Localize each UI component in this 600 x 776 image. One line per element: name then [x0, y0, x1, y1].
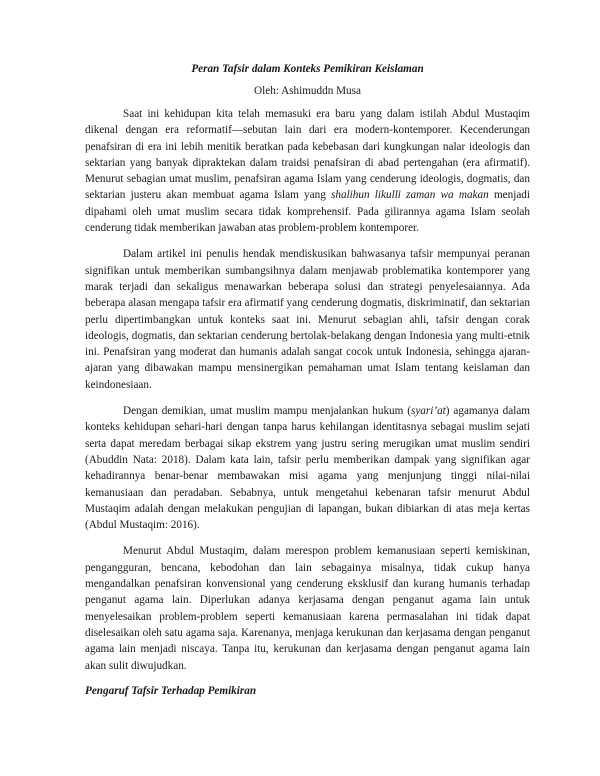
paragraph-4	[85, 543, 530, 673]
paragraph-3	[85, 403, 530, 533]
paragraph-2	[85, 246, 530, 393]
paragraph-text: Saat ini kehidupan kita telah memasuki era baru yang dalam istilah Abdul Mustaqim dikenal dengan era reformatif—sebutan lain dari era modern-kontemporer. Kecenderungan penafsiran di era ini lebih menitik beratkan pada kebebasan dari kungkungan nalar ideologis dan sektarian yang banyak dipraktekan dalam traidsi penafsiran di abad pertengahan (era afirmatif). Menurut sebagian umat muslim, penafsiran agama Islam yang cenderung ideologis, dogmatis, dan sektarian justeru akan membuat agama Islam yang	[85, 108, 530, 202]
author-line: Oleh: Ashimuddn Musa	[254, 85, 361, 97]
paragraph-text: Dengan demikian, umat muslim mampu menjalankan hukum (	[123, 405, 411, 418]
paragraph-text: Menurut Abdul Mustaqim, dalam merespon problem kemanusiaan seperti kemiskinan, pengangguran, bencana, kebodohan dan lain sebagainya misalnya, tidak cukup hanya mengandalkan penafsiran konvensional yang cenderung eksklusif dan kurang humanis terhadap penganut agama lain. Diperlukan adanya kerjasama dengan penganut agama lain untuk menyelesaikan problem-problem seperti kemanusiaan karena permasalahan ini tidak dapat diselesaikan oleh satu agama saja. Karenanya, menjaga kerukunan dan kerjasama dengan penganut agama lain menjadi niscaya. Tanpa itu, kerukunan dan kerjasama dengan penganut agama lain akan sulit diwujudkan.	[85, 545, 530, 672]
italic-phrase: syari’at	[410, 405, 446, 418]
italic-phrase: shalihun likulli zaman wa makan	[331, 189, 489, 202]
document-title: Peran Tafsir dalam Konteks Pemikiran Keislaman	[191, 63, 424, 75]
section-heading: Pengaruf Tafsir Terhadap Pemikiran	[85, 684, 257, 697]
paragraph-text: menjadi dipahami oleh umat muslim secara tidak komprehensif. Pada gilirannya agama Islam seolah cenderung tidak memberikan jawaban atas problem-problem kontemporer.	[85, 189, 530, 235]
paragraph-1	[85, 106, 530, 236]
paragraph-text: ) agamanya dalam konteks kehidupan sehari-hari dengan tanpa harus kehilangan identitasnya sebagai muslim sejati serta dapat meredam berbagai sikap ekstrem yang justru sering merugikan umat muslim sendiri (Abuddin Nata: 2018). Dalam kata lain, tafsir perlu memberikan dampak yang signifikan agar kehadirannya benar-benar membawakan misi agama yang menjunjung tinggi nilai-nilai kemanusiaan dan peradaban. Sebabnya, untuk mengetahui kebenaran tafsir menurut Abdul Mustaqim adalah dengan melakukan pengujian di lapangan, bukan dibiarkan di atas meja kertas (Abdul Mustaqim: 2016).	[85, 405, 530, 532]
paragraph-text: Dalam artikel ini penulis hendak mendiskusikan bahwasanya tafsir mempunyai peranan signifikan untuk memberikan sumbangsihnya dalam menjawab problematika kontemporer yang marak terjadi dan sekaligus menawarkan beberapa solusi dan strategi penyelesaiannya. Ada beberapa alasan mengapa tafsir era afirmatif yang cenderung dogmatis, diskriminatif, dan sektarian perlu dipertimbangkan untuk konteks saat ini. Menurut sebagian ahli, tafsir dengan corak ideologis, dogmatis, dan sektarian cenderung bertolak-belakang dengan Indonesia yang multi-etnik ini. Penafsiran yang moderat dan humanis adalah sangat cocok untuk Indonesia, sehingga ajaran-ajaran yang dibawakan mampu mensinergikan pemahaman umat Islam tentang keislaman dan keindonesiaan.	[85, 248, 530, 391]
